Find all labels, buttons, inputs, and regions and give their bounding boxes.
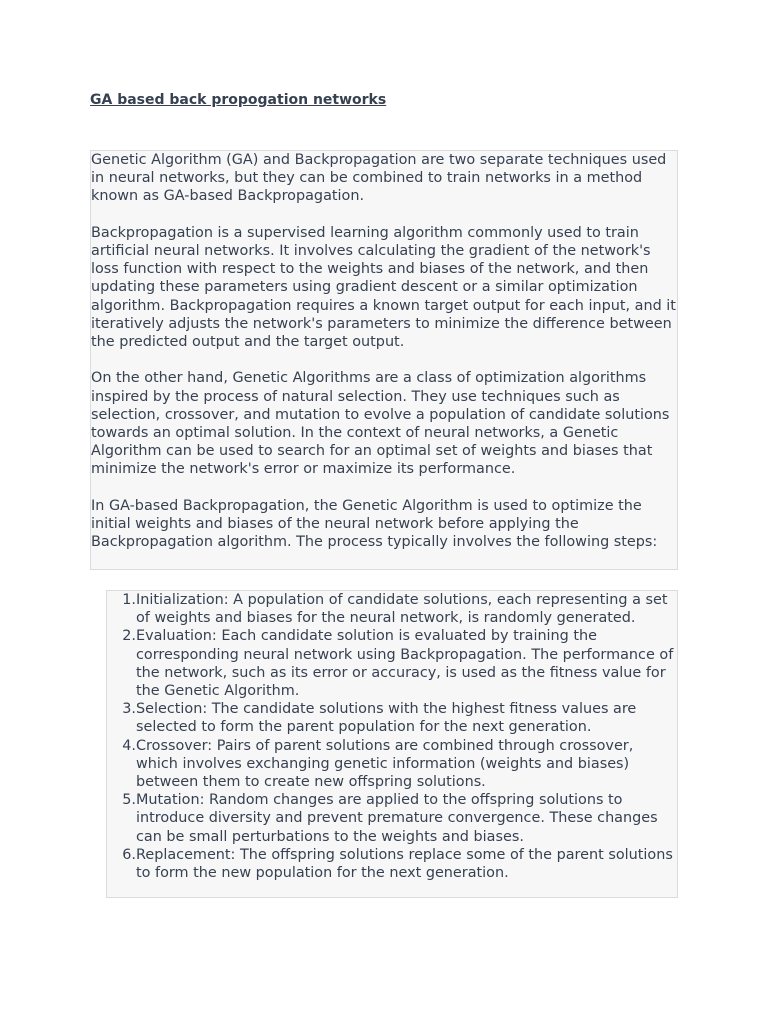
list-item [107,627,677,700]
step-number: 5. [122,792,136,809]
step-text: Initialization: A population of candidate solutions, each representing a set of weights and biases for the neural network, is randomly generated. [136,592,668,627]
paragraph: On the other hand, Genetic Algorithms are a class of optimization algorithms inspired by the process of natural selection. They use techniques such as selection, crossover, and mutation to evolve a population of candidate solutions towards an optimal solution. In the context of neural networks, a Genetic Algorithm can be used to search for an optimal set of weights and biases that minimize the network's error or maximize its performance. [91,370,670,478]
steps-list [107,591,677,882]
list-item [107,737,677,792]
steps-list-block [106,590,678,898]
list-item [107,591,677,627]
intro-text-block [90,150,678,570]
list-item [107,791,677,846]
step-number: 1. [122,592,136,608]
paragraph: Genetic Algorithm (GA) and Backpropagation are two separate techniques used in neural networks, but they can be combined to train networks in a method known as GA-based Backpropagation. [91,152,667,205]
paragraph: Backpropagation is a supervised learning algorithm commonly used to train artificial neural networks. It involves calculating the gradient of the network's loss function with respect to the weights and biases of the network, and then updating these parameters using gradient descent or a similar optimization algorithm. Backpropagation requires a known target output for each input, and it iteratively adjusts the network's parameters to minimize the difference between the predicted output and the target output. [91,224,676,351]
paragraph: In GA-based Backpropagation, the Genetic Algorithm is used to optimize the initial weights and biases of the neural network before applying the Backpropagation algorithm. The process typically involves the following steps: [91,497,658,551]
step-text: Selection: The candidate solutions with the highest fitness values are selected to form the parent population for the next generation. [136,701,637,736]
list-item [107,846,677,882]
page-title: GA based back propogation networks [90,92,387,108]
step-text: Crossover: Pairs of parent solutions are combined through crossover, which involves exchanging genetic information (weights and biases) between them to create new offspring solutions. [136,737,634,791]
list-item [107,700,677,736]
step-number: 6. [122,846,136,863]
step-text: Replacement: The offspring solutions replace some of the parent solutions to form the new population for the next generation. [136,846,673,882]
step-number: 2. [122,628,136,645]
step-text: Evaluation: Each candidate solution is evaluated by training the corresponding neural network using Backpropagation. The performance of the network, such as its error or accuracy, is used as the fitness value for the Genetic Algorithm. [136,628,674,700]
step-text: Mutation: Random changes are applied to the offspring solutions to introduce diversity and prevent premature convergence. These changes can be small perturbations to the weights and biases. [136,792,658,845]
step-number: 4. [122,737,136,754]
step-number: 3. [122,701,136,718]
